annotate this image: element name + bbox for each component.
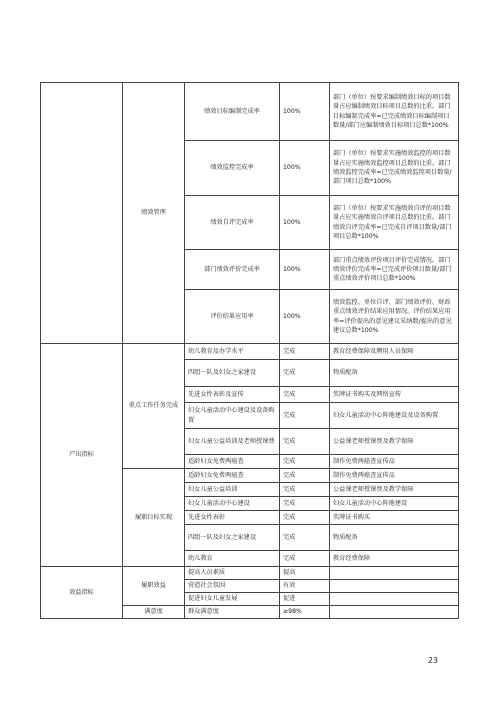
indicator-value: 完成	[280, 551, 330, 567]
indicator-value: 完成	[280, 403, 330, 429]
indicator-value: 有效	[280, 580, 330, 593]
indicator-value: 完成	[280, 429, 330, 455]
indicator-description: 公益课老师授课费及教学保障	[330, 483, 459, 497]
indicator-description	[330, 606, 459, 619]
indicator-description: 部门重点绩效评价项目评价完成情况。部门绩效评价完成率=已完成评价项目数量/部门重点绩效评价项目总数*100%	[330, 250, 459, 290]
indicator-description: 制作免费两癌查宣传品	[330, 469, 459, 483]
indicator-name: 促进妇女儿童发展	[185, 593, 280, 606]
indicator-value: 完成	[280, 525, 330, 551]
indicator-name: 适龄妇女免费两癌查	[185, 455, 280, 469]
table-row	[41, 567, 459, 580]
indicator-description	[330, 593, 459, 606]
indicator-name: 群众满意度	[185, 606, 280, 619]
page-number: 23	[427, 656, 438, 665]
subcategory-key-work: 重点工作任务完成	[123, 344, 185, 469]
indicator-name: 妇女儿童活动中心建设	[185, 497, 280, 511]
subcategory-duty-target: 履职目标实现	[123, 469, 185, 567]
table-row	[41, 344, 459, 360]
indicator-value: 100%	[280, 83, 330, 141]
indicator-value: 完成	[280, 511, 330, 525]
indicator-description: 绩效监控、单位自评、部门绩效评价、财政重点绩效评价结果应用情况。评价结果应用率=评价提出的意见建议采纳数/提出的意见建议总数*100%	[330, 290, 459, 344]
indicator-description: 部门（单位）按要求编制绩效目标的项目数量占应编制绩效目标项目总数的比重。部门目标编制完成率=已完成绩效目标编制项目数量/部门应编制绩效目标项目总数*100%	[330, 83, 459, 141]
indicator-name: 绩效监控完成率	[185, 141, 280, 196]
indicator-name: 先进女性表彰	[185, 511, 280, 525]
indicator-description: 物质配备	[330, 525, 459, 551]
indicator-name: 妇女儿童公益培训	[185, 483, 280, 497]
indicator-value: 完成	[280, 469, 330, 483]
indicator-name: 四组一队及妇女之家建设	[185, 360, 280, 387]
table-row	[41, 83, 459, 141]
indicator-value: 100%	[280, 250, 330, 290]
indicator-description: 妇女儿童活动中心阵地建设及设备购置	[330, 403, 459, 429]
indicator-name: 绩效自评完成率	[185, 196, 280, 250]
indicator-name: 营造社会氛围	[185, 580, 280, 593]
indicator-value: ≥98%	[280, 606, 330, 619]
indicator-description: 部门（单位）按要求实施绩效自评的项目数量占应实施绩效自评项目总数的比重。部门绩效自评完成率=已完成自评项目数量/部门项目总数*100%	[330, 196, 459, 250]
indicator-name: 评价结果应用率	[185, 290, 280, 344]
blank-cell	[41, 83, 123, 344]
performance-indicator-table	[40, 82, 459, 619]
category-perf-mgmt: 绩效管理	[123, 83, 185, 344]
indicator-name: 幼儿教育及办学水平	[185, 344, 280, 360]
category-output: 产出指标	[41, 344, 123, 567]
indicator-name: 适龄妇女免费两癌查	[185, 469, 280, 483]
indicator-value: 完成	[280, 497, 330, 511]
indicator-value: 完成	[280, 344, 330, 360]
indicator-name: 提高人员素质	[185, 567, 280, 580]
indicator-value: 完成	[280, 483, 330, 497]
indicator-description: 公益课老师授课费及教学保障	[330, 429, 459, 455]
subcategory-satisfaction: 满意度	[123, 606, 185, 619]
indicator-value: 促进	[280, 593, 330, 606]
indicator-description	[330, 567, 459, 580]
subcategory-duty-benefit: 履职效益	[123, 567, 185, 606]
indicator-description: 妇女儿童活动中心阵地建设	[330, 497, 459, 511]
category-benefit: 效益指标	[41, 567, 123, 619]
indicator-name: 部门绩效评价完成率	[185, 250, 280, 290]
indicator-name: 四组一队及妇女之家建设	[185, 525, 280, 551]
indicator-name: 妇女儿童公益培训及老师授课费	[185, 429, 280, 455]
indicator-value: 提高	[280, 567, 330, 580]
indicator-description: 部门（单位）按要求实施绩效监控的项目数量占应实施绩效监控项目总数的比重。部门绩效监控完成率=已完成绩效监控项目数量/部门项目总数*100%	[330, 141, 459, 196]
indicator-name: 绩效目标编制完成率	[185, 83, 280, 141]
indicator-value: 100%	[280, 290, 330, 344]
indicator-description: 教育经费保障	[330, 551, 459, 567]
indicator-value: 完成	[280, 360, 330, 387]
indicator-description: 教育经费保障及聘用人员保障	[330, 344, 459, 360]
indicator-description: 物质配备	[330, 360, 459, 387]
indicator-name: 先进女性表彰及宣传	[185, 387, 280, 403]
indicator-value: 100%	[280, 196, 330, 250]
indicator-description: 奖牌证书购买	[330, 511, 459, 525]
indicator-name: 妇女儿童活动中心建设及设备购置	[185, 403, 280, 429]
indicator-value: 100%	[280, 141, 330, 196]
indicator-name: 幼儿教育	[185, 551, 280, 567]
indicator-description: 奖牌证书购买及网络宣传	[330, 387, 459, 403]
indicator-description: 制作免费两癌查宣传品	[330, 455, 459, 469]
indicator-value: 完成	[280, 387, 330, 403]
indicator-description	[330, 580, 459, 593]
indicator-value: 完成	[280, 455, 330, 469]
